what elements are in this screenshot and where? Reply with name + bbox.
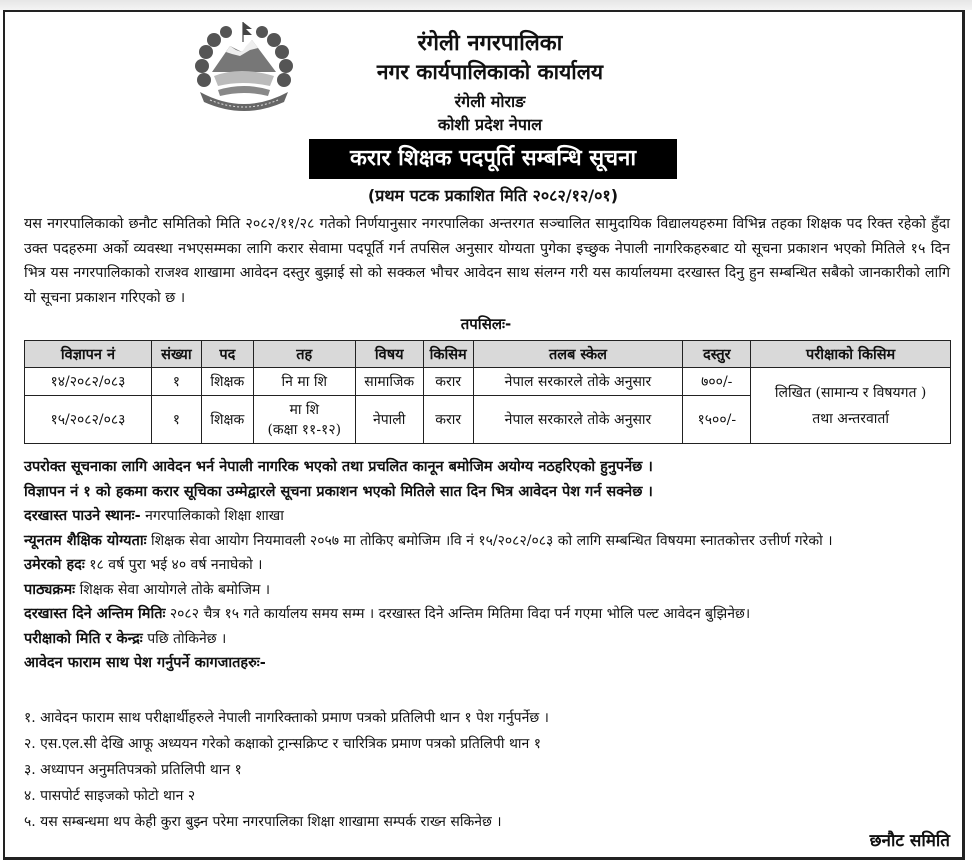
exam-type-line-1: लिखित (सामान्य र विषयगत ) — [774, 384, 927, 401]
signature-committee: छनौट समिति — [869, 831, 950, 851]
col-header-fee: दस्तुर — [683, 341, 751, 368]
min-qualification-label: न्यूनतम शैक्षिक योग्यताः — [24, 532, 147, 549]
min-qualification-value: शिक्षक सेवा आयोग नियमावली २०५७ मा तोकिए बमोजिम ।वि नं १५/२०८२/०८३ को लागि सम्बन्धित विषयमा स्नातकोत्तर उत्तीर्ण गरेको । — [150, 532, 833, 549]
cell-fee: १५००/- — [683, 396, 751, 444]
viewer-top-strip — [0, 0, 972, 10]
documents-heading: आवेदन फाराम साथ पेश गर्नुपर्ने कागजातहरुः- — [24, 655, 266, 671]
level-sub: (कक्षा ११-१२) — [267, 421, 342, 438]
application-place-value: नगरपालिकाको शिक्षा शाखा — [145, 508, 284, 524]
cell-type: करार — [423, 396, 473, 444]
cell-exam-type — [751, 368, 951, 444]
table-header-row — [25, 341, 951, 368]
list-item: २. एस.एल.सी देखि आफू अध्ययन गरेको कक्षाको ट्रान्सक्रिप्ट र चारित्रिक प्रमाण पत्रको प्रतिलिपी थान १ — [24, 736, 542, 752]
syllabus — [24, 578, 954, 603]
deadline-label: दरखास्त दिने अन्तिम मितिः — [24, 606, 166, 622]
col-header-salary: तलब स्केल — [473, 341, 683, 368]
cell-subject: सामाजिक — [355, 368, 423, 396]
age-limit — [24, 553, 954, 578]
notice-title: करार शिक्षक पदपूर्ति सम्बन्धि सूचना — [309, 139, 677, 179]
deadline — [24, 602, 954, 627]
exam-type-line-2: तथा अन्तरवार्ता — [812, 410, 889, 427]
cell-level — [253, 396, 355, 444]
age-limit-label: उमेरको हदः — [24, 557, 85, 573]
exam-date-label: परीक्षाको मिति र केन्द्रः — [24, 630, 143, 647]
list-item: ४. पासपोर्ट साइजको फोटो थान २ — [24, 788, 196, 804]
list-item: ३. अध्यापन अनुमतिपत्रको प्रतिलिपी थान १ — [24, 762, 242, 778]
cell-subject: नेपाली — [355, 396, 423, 444]
deadline-value: २०८२ चैत्र १५ गते कार्यालय समय सम्म । दरखास्त दिने अन्तिम मितिमा विदा पर्न गएमा भोलि पल्ट आवेदन बुझिनेछ। — [169, 606, 751, 622]
cell-post: शिक्षक — [201, 396, 253, 444]
application-place-label: दरखास्त पाउने स्थानः- — [24, 508, 141, 524]
syllabus-value: शिक्षक सेवा आयोगले तोके बमोजिम । — [79, 581, 271, 598]
vacancy-table — [24, 340, 951, 444]
col-header-subject: विषय — [355, 341, 423, 368]
col-header-exam-type: परीक्षाको किसिम — [751, 341, 951, 368]
cell-salary: नेपाल सरकारले तोके अनुसार — [473, 396, 683, 444]
list-item: १. आवेदन फाराम साथ परीक्षार्थीहरुले नेपाली नागरिक्ताको प्रमाण पत्रको प्रतिलिपी थान १ पेश गर्नुपर्नेछ । — [24, 710, 549, 726]
application-place — [24, 504, 954, 529]
list-item: ५. यस सम्बन्धमा थप केही कुरा बुझ्न परेमा नगरपालिका शिक्षा शाखामा सम्पर्क राख्न सकिनेछ । — [24, 814, 502, 830]
level-main: मा शि — [289, 401, 320, 418]
intro-paragraph: यस नगरपालिकाको छनौट समितिको मिति २०८२/११/२८ गतेको निर्णयानुसार नगरपालिका अन्तरगत सञ्चालित सामुदायिक विद्यालयहरुमा विभिन्न तहका शिक्षक पद रिक्त रहेको हुँदा उक्त पदहरुमा अर्को व्यवस्था नभएसम्मका लागि करार सेवामा पदपूर्ति गर्न तपसिल अनुसार योग्यता पुगेका इच्छुक नेपाली नागरिकहरुबाट यो सूचना प्रकाशन भएको मितिले १५ दिन भित्र यस नगरपालिकाको राजश्व शाखामा आवेदन दस्तुर बुझाई सो को सक्कल भौचर आवेदन साथ संलग्न गरी यस कार्यालयमा दरखास्त दिनु हुन सम्बन्धित सबैको जानकारीको लागि यो सूचना प्रकाशन गरिएको छ । — [24, 216, 950, 306]
cell-level: नि मा शि — [253, 368, 355, 396]
cell-ad-no: १४/२०८२/०८३ — [25, 368, 152, 396]
roster-note: विज्ञापन नं १ को हकमा करार सूचिका उम्मेद्वारले सूचना प्रकाशन भएको मितिले सात दिन भित्र आवेदन पेश गर्न सक्नेछ । — [24, 483, 653, 500]
age-limit-value: १८ वर्ष पुरा भई ४० वर्ष ननाघेको । — [89, 557, 263, 573]
col-header-ad-no: विज्ञापन नं — [25, 341, 152, 368]
eligibility-note: उपरोक्त सूचनाका लागि आवेदन भर्न नेपाली नागरिक भएको तथा प्रचलित कानून बमोजिम अयोग्य नठहरिएको हुनुपर्नेछ । — [24, 459, 653, 475]
office-location: रंगेली मोराङ — [454, 92, 526, 111]
publication-date: (प्रथम पटक प्रकाशित मिति २०८२/१२/०१) — [367, 186, 619, 205]
col-header-level: तह — [253, 341, 355, 368]
cell-ad-no: १५/२०८२/०८३ — [25, 396, 152, 444]
col-header-post: पद — [201, 341, 253, 368]
cell-fee: ७००/- — [683, 368, 751, 396]
nepal-government-emblem-icon — [190, 20, 298, 112]
municipality-name: रंगेली नगरपालिका — [417, 31, 563, 56]
exam-date-value: पछि तोकिनेछ । — [147, 630, 227, 647]
documents-list — [24, 705, 944, 835]
table-row — [25, 368, 951, 396]
min-qualification — [24, 529, 954, 554]
cell-count: १ — [151, 396, 201, 444]
conditions-section — [24, 455, 954, 676]
syllabus-label: पाठ्यक्रमः — [24, 581, 76, 598]
cell-post: शिक्षक — [201, 368, 253, 396]
exam-date — [24, 627, 954, 652]
cell-type: करार — [423, 368, 473, 396]
office-name: नगर कार्यपालिकाको कार्यालय — [376, 60, 604, 84]
col-header-type: किसिम — [423, 341, 473, 368]
cell-count: १ — [151, 368, 201, 396]
details-label: तपसिलः- — [460, 315, 512, 333]
col-header-count: संख्या — [151, 341, 201, 368]
cell-salary: नेपाल सरकारले तोके अनुसार — [473, 368, 683, 396]
province-name: कोशी प्रदेश नेपाल — [437, 115, 543, 134]
